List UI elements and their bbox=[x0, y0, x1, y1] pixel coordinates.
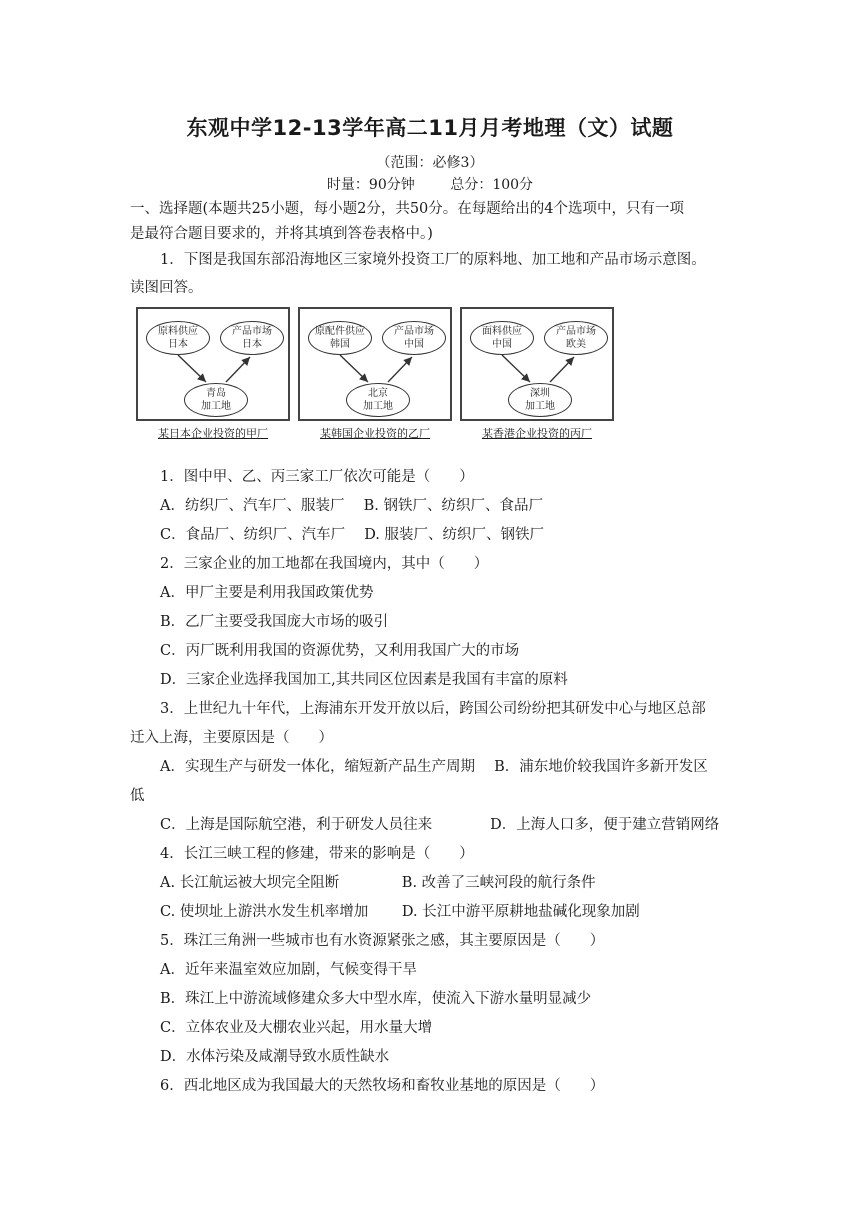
flow-arrows bbox=[462, 309, 616, 423]
market-oval: 产品市场 欧美 bbox=[544, 321, 608, 355]
instructions-line-2: 是最符合题目要求的，并将其填到答卷表格中。) bbox=[130, 226, 433, 242]
market-oval: 产品市场 日本 bbox=[220, 321, 284, 355]
q3-options-ab: A．实现生产与研发一体化，缩短新产品生产周期 B．浦东地价较我国许多新开发区 bbox=[160, 759, 708, 775]
processing-oval: 深圳 加工地 bbox=[508, 383, 572, 417]
diagram-panel-yi bbox=[298, 307, 452, 421]
q5-stem: 5．珠江三角洲一些城市也有水资源紧张之感，其主要原因是（ ） bbox=[160, 933, 605, 949]
q2-option-a: A．甲厂主要是利用我国政策优势 bbox=[160, 585, 374, 601]
q1-options-cd: C．食品厂、纺织厂、汽车厂 D. 服装厂、纺织厂、钢铁厂 bbox=[160, 527, 545, 543]
q3-options-cd: C．上海是国际航空港，利于研发人员往来 D．上海人口多，便于建立营销网络 bbox=[160, 817, 720, 833]
q1-options-ab: A．纺织厂、汽车厂、服装厂 B. 钢铁厂、纺织厂、食品厂 bbox=[160, 498, 543, 514]
processing-oval: 青岛 加工地 bbox=[184, 383, 248, 417]
factory-diagram bbox=[136, 307, 614, 445]
diagram-caption-yi: 某韩国企业投资的乙厂 bbox=[320, 427, 430, 440]
q5-option-a: A．近年来温室效应加剧，气候变得干旱 bbox=[160, 962, 417, 978]
q4-stem: 4．长江三峡工程的修建，带来的影响是（ ） bbox=[160, 846, 474, 862]
exam-time-score: 时量：90分钟 总分：100分 bbox=[326, 177, 534, 193]
market-oval: 产品市场 中国 bbox=[382, 321, 446, 355]
q1-stem: 1．图中甲、乙、丙三家工厂依次可能是（ ） bbox=[160, 469, 474, 485]
page-title: 东观中学12-13学年高二11月月考地理（文）试题 bbox=[186, 116, 674, 140]
q6-stem: 6．西北地区成为我国最大的天然牧场和畜牧业基地的原因是（ ） bbox=[160, 1078, 605, 1094]
diagram-panel-jia bbox=[136, 307, 290, 421]
intro-line-1: 1．下图是我国东部沿海地区三家境外投资工厂的原料地、加工地和产品市场示意图。 bbox=[160, 252, 706, 268]
source-oval: 原料供应 日本 bbox=[146, 321, 210, 355]
q3-options-ab-cont: 低 bbox=[130, 788, 145, 804]
diagram-caption-bing: 某香港企业投资的丙厂 bbox=[482, 427, 592, 440]
source-oval: 面料供应 中国 bbox=[470, 321, 534, 355]
intro-line-2: 读图回答。 bbox=[130, 280, 203, 296]
instructions-line-1: 一、选择题(本题共25小题，每小题2分，共50分。在每题给出的4个选项中，只有一项 bbox=[130, 201, 685, 217]
processing-oval: 北京 加工地 bbox=[346, 383, 410, 417]
q2-option-b: B．乙厂主要受我国庞大市场的吸引 bbox=[160, 614, 389, 630]
q2-option-d: D．三家企业选择我国加工,其共同区位因素是我国有丰富的原料 bbox=[160, 672, 568, 688]
q2-stem: 2．三家企业的加工地都在我国境内，其中（ ） bbox=[160, 556, 489, 572]
q4-options-cd: C. 使坝址上游洪水发生机率增加 D. 长江中游平原耕地盐碱化现象加剧 bbox=[160, 904, 640, 920]
q4-options-ab: A. 长江航运被大坝完全阻断 B. 改善了三峡河段的航行条件 bbox=[160, 875, 596, 891]
q5-option-c: C．立体农业及大棚农业兴起，用水量大增 bbox=[160, 1020, 433, 1036]
source-oval: 原配件供应 韩国 bbox=[308, 321, 372, 355]
q3-stem-2: 迁入上海，主要原因是（ ） bbox=[130, 730, 333, 746]
flow-arrows bbox=[300, 309, 454, 423]
diagram-panel-bing bbox=[460, 307, 614, 421]
diagram-caption-jia: 某日本企业投资的甲厂 bbox=[158, 427, 268, 440]
q3-stem-1: 3．上世纪九十年代，上海浦东开发开放以后，跨国公司纷纷把其研发中心与地区总部 bbox=[160, 701, 706, 717]
exam-scope: （范围：必修3） bbox=[376, 155, 484, 171]
flow-arrows bbox=[138, 309, 292, 423]
q5-option-b: B．珠江上中游流域修建众多大中型水库，使流入下游水量明显减少 bbox=[160, 991, 592, 1007]
q2-option-c: C．丙厂既利用我国的资源优势，又利用我国广大的市场 bbox=[160, 643, 520, 659]
q5-option-d: D．水体污染及咸潮导致水质性缺水 bbox=[160, 1049, 390, 1065]
